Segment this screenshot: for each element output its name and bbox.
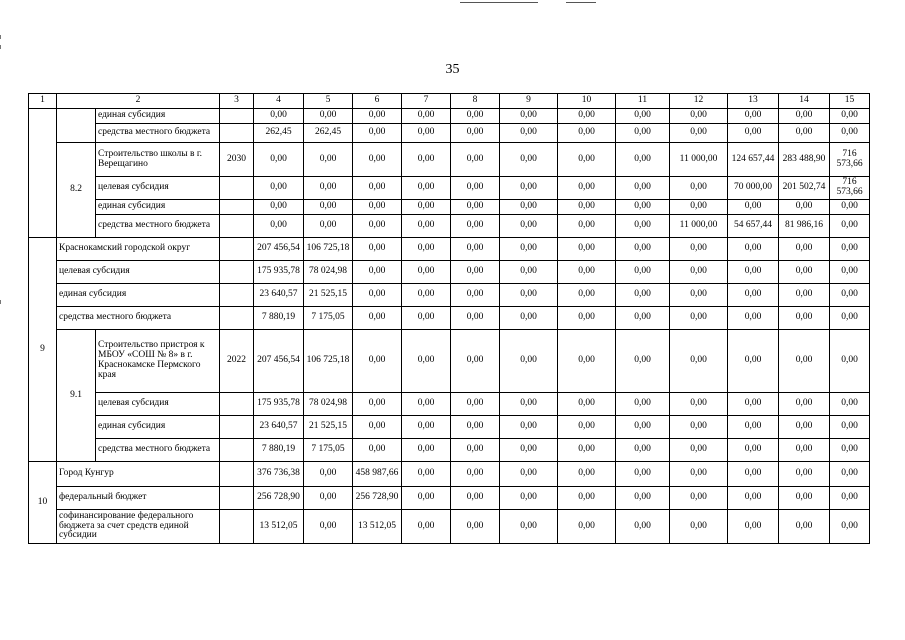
value-cell: 0,00 [558, 330, 616, 393]
value-cell: 0,00 [830, 439, 870, 462]
value-cell: 21 525,15 [304, 284, 353, 307]
value-cell: 0,00 [500, 416, 558, 439]
header-cell: 12 [670, 94, 728, 109]
value-cell: 0,00 [451, 439, 500, 462]
row-label: средства местного бюджета [96, 215, 220, 238]
value-cell: 13 512,05 [353, 510, 402, 544]
value-cell: 0,00 [254, 143, 304, 177]
table-row [29, 200, 870, 215]
value-cell: 0,00 [779, 261, 830, 284]
value-cell: 0,00 [670, 462, 728, 487]
value-cell: 0,00 [830, 261, 870, 284]
row-label: целевая субсидия [96, 177, 220, 200]
value-cell: 0,00 [830, 393, 870, 416]
value-cell: 0,00 [353, 330, 402, 393]
year-cell [220, 393, 254, 416]
value-cell: 0,00 [451, 510, 500, 544]
value-cell: 0,00 [304, 109, 353, 124]
value-cell: 0,00 [830, 330, 870, 393]
table-row [29, 307, 870, 330]
value-cell: 0,00 [402, 143, 451, 177]
value-cell: 0,00 [728, 439, 779, 462]
value-cell: 0,00 [670, 330, 728, 393]
value-cell: 0,00 [353, 284, 402, 307]
value-cell: 0,00 [616, 330, 670, 393]
value-cell: 0,00 [670, 177, 728, 200]
value-cell: 283 488,90 [779, 143, 830, 177]
value-cell: 0,00 [830, 124, 870, 143]
header-cell: 6 [353, 94, 402, 109]
value-cell: 0,00 [451, 215, 500, 238]
value-cell: 0,00 [670, 238, 728, 261]
value-cell: 0,00 [558, 215, 616, 238]
value-cell: 0,00 [402, 393, 451, 416]
header-cell: 3 [220, 94, 254, 109]
header-cell: 4 [254, 94, 304, 109]
value-cell: 0,00 [558, 238, 616, 261]
value-cell: 106 725,18 [304, 238, 353, 261]
value-cell: 0,00 [451, 109, 500, 124]
table-body [29, 109, 870, 544]
row-label: Строительство пристроя к МБОУ «СОШ № 8» в г. Краснокамске Пермского края [96, 330, 220, 393]
table-row [29, 238, 870, 261]
value-cell: 0,00 [353, 261, 402, 284]
value-cell: 0,00 [353, 393, 402, 416]
value-cell: 0,00 [451, 393, 500, 416]
value-cell: 0,00 [670, 487, 728, 510]
value-cell: 0,00 [779, 462, 830, 487]
value-cell: 0,00 [670, 416, 728, 439]
value-cell: 0,00 [353, 124, 402, 143]
header-cell: 5 [304, 94, 353, 109]
value-cell: 0,00 [353, 215, 402, 238]
value-cell: 7 175,05 [304, 439, 353, 462]
value-cell: 0,00 [500, 393, 558, 416]
value-cell: 0,00 [500, 439, 558, 462]
value-cell: 0,00 [728, 109, 779, 124]
row-label: Краснокамский городской округ [57, 238, 220, 261]
value-cell: 0,00 [558, 307, 616, 330]
header-cell: 13 [728, 94, 779, 109]
row-label: средства местного бюджета [96, 124, 220, 143]
value-cell: 0,00 [558, 510, 616, 544]
value-cell: 0,00 [451, 238, 500, 261]
table-row [29, 462, 870, 487]
margin-mark [0, 45, 1, 49]
value-cell: 262,45 [304, 124, 353, 143]
value-cell: 11 000,00 [670, 215, 728, 238]
value-cell: 0,00 [558, 416, 616, 439]
value-cell: 0,00 [830, 215, 870, 238]
value-cell: 0,00 [616, 510, 670, 544]
row-label: Строительство школы в г. Верещагино [96, 143, 220, 177]
margin-mark [0, 300, 1, 304]
value-cell: 256 728,90 [254, 487, 304, 510]
value-cell: 0,00 [616, 238, 670, 261]
value-cell: 0,00 [830, 462, 870, 487]
header-cell: 15 [830, 94, 870, 109]
value-cell: 0,00 [779, 200, 830, 215]
value-cell: 124 657,44 [728, 143, 779, 177]
value-cell: 23 640,57 [254, 416, 304, 439]
row-label: единая субсидия [96, 109, 220, 124]
value-cell: 0,00 [779, 416, 830, 439]
value-cell: 0,00 [728, 200, 779, 215]
year-cell [220, 177, 254, 200]
value-cell: 0,00 [558, 177, 616, 200]
value-cell: 0,00 [558, 200, 616, 215]
value-cell: 0,00 [728, 238, 779, 261]
value-cell: 256 728,90 [353, 487, 402, 510]
value-cell: 7 880,19 [254, 307, 304, 330]
value-cell: 0,00 [500, 238, 558, 261]
value-cell: 0,00 [402, 238, 451, 261]
value-cell: 7 175,05 [304, 307, 353, 330]
value-cell: 0,00 [830, 487, 870, 510]
value-cell: 0,00 [558, 393, 616, 416]
value-cell: 0,00 [728, 307, 779, 330]
value-cell: 0,00 [304, 215, 353, 238]
value-cell: 0,00 [616, 284, 670, 307]
year-cell [220, 462, 254, 487]
value-cell: 0,00 [304, 177, 353, 200]
value-cell: 54 657,44 [728, 215, 779, 238]
table-row [29, 439, 870, 462]
table-row [29, 393, 870, 416]
value-cell: 0,00 [402, 109, 451, 124]
value-cell: 0,00 [353, 143, 402, 177]
value-cell: 716 573,66 [830, 177, 870, 200]
value-cell: 13 512,05 [254, 510, 304, 544]
value-cell: 0,00 [779, 124, 830, 143]
value-cell: 0,00 [779, 284, 830, 307]
value-cell: 0,00 [728, 510, 779, 544]
value-cell: 0,00 [402, 439, 451, 462]
value-cell: 0,00 [728, 462, 779, 487]
value-cell: 0,00 [402, 200, 451, 215]
value-cell: 0,00 [728, 261, 779, 284]
row-label: единая субсидия [96, 416, 220, 439]
value-cell: 0,00 [451, 284, 500, 307]
top-edge-mark [460, 2, 538, 3]
value-cell: 0,00 [728, 393, 779, 416]
value-cell: 0,00 [451, 261, 500, 284]
value-cell: 0,00 [402, 215, 451, 238]
table-row [29, 284, 870, 307]
table-row [29, 143, 870, 177]
value-cell: 0,00 [254, 177, 304, 200]
value-cell: 0,00 [353, 177, 402, 200]
value-cell: 0,00 [779, 330, 830, 393]
row-number: 9 [29, 238, 57, 462]
value-cell: 0,00 [779, 487, 830, 510]
value-cell: 0,00 [670, 109, 728, 124]
row-label: средства местного бюджета [57, 307, 220, 330]
year-cell [220, 284, 254, 307]
value-cell: 0,00 [670, 393, 728, 416]
value-cell: 0,00 [670, 510, 728, 544]
value-cell: 0,00 [830, 416, 870, 439]
value-cell: 0,00 [254, 200, 304, 215]
year-cell [220, 261, 254, 284]
value-cell: 0,00 [670, 124, 728, 143]
value-cell: 0,00 [500, 307, 558, 330]
value-cell: 0,00 [830, 307, 870, 330]
value-cell: 0,00 [451, 462, 500, 487]
page-number: 35 [445, 62, 460, 77]
top-edge-mark [566, 2, 596, 3]
value-cell: 0,00 [779, 307, 830, 330]
value-cell: 0,00 [670, 284, 728, 307]
value-cell: 0,00 [616, 487, 670, 510]
value-cell: 0,00 [670, 307, 728, 330]
value-cell: 78 024,98 [304, 261, 353, 284]
value-cell: 0,00 [500, 330, 558, 393]
table-row [29, 177, 870, 200]
value-cell: 0,00 [254, 215, 304, 238]
value-cell: 0,00 [779, 510, 830, 544]
value-cell: 0,00 [558, 124, 616, 143]
value-cell: 0,00 [779, 238, 830, 261]
value-cell: 0,00 [558, 109, 616, 124]
value-cell: 0,00 [451, 487, 500, 510]
row-label: целевая субсидия [57, 261, 220, 284]
row-label: Город Кунгур [57, 462, 220, 487]
value-cell: 0,00 [558, 462, 616, 487]
value-cell: 0,00 [558, 143, 616, 177]
value-cell: 207 456,54 [254, 330, 304, 393]
value-cell: 0,00 [304, 462, 353, 487]
value-cell: 0,00 [304, 143, 353, 177]
value-cell: 0,00 [616, 215, 670, 238]
value-cell: 0,00 [616, 439, 670, 462]
value-cell: 0,00 [616, 393, 670, 416]
value-cell: 0,00 [500, 143, 558, 177]
value-cell: 0,00 [500, 177, 558, 200]
table-row [29, 510, 870, 544]
header-cell: 1 [29, 94, 57, 109]
value-cell: 0,00 [728, 284, 779, 307]
value-cell: 0,00 [451, 124, 500, 143]
header-cell: 10 [558, 94, 616, 109]
value-cell: 0,00 [670, 261, 728, 284]
value-cell: 0,00 [500, 487, 558, 510]
value-cell: 0,00 [353, 416, 402, 439]
header-cell: 9 [500, 94, 558, 109]
value-cell: 0,00 [616, 177, 670, 200]
header-cell: 7 [402, 94, 451, 109]
value-cell: 0,00 [402, 462, 451, 487]
value-cell: 0,00 [830, 200, 870, 215]
value-cell: 7 880,19 [254, 439, 304, 462]
value-cell: 0,00 [670, 200, 728, 215]
row-label: средства местного бюджета [96, 439, 220, 462]
header-cell: 11 [616, 94, 670, 109]
value-cell: 0,00 [616, 200, 670, 215]
value-cell: 0,00 [728, 487, 779, 510]
value-cell: 0,00 [402, 330, 451, 393]
value-cell: 21 525,15 [304, 416, 353, 439]
value-cell: 0,00 [558, 261, 616, 284]
row-label: софинансирование федерального бюджета за счет средств единой субсидии [57, 510, 220, 544]
value-cell: 0,00 [451, 416, 500, 439]
value-cell: 0,00 [830, 109, 870, 124]
year-cell [220, 109, 254, 124]
year-cell [220, 124, 254, 143]
value-cell: 0,00 [402, 284, 451, 307]
value-cell: 0,00 [304, 510, 353, 544]
value-cell: 81 986,16 [779, 215, 830, 238]
value-cell: 0,00 [616, 124, 670, 143]
row-label: федеральный бюджет [57, 487, 220, 510]
value-cell: 376 736,38 [254, 462, 304, 487]
value-cell: 0,00 [451, 200, 500, 215]
year-cell [220, 238, 254, 261]
value-cell: 0,00 [304, 487, 353, 510]
value-cell: 70 000,00 [728, 177, 779, 200]
value-cell: 0,00 [353, 109, 402, 124]
value-cell: 0,00 [500, 510, 558, 544]
table-row [29, 330, 870, 393]
year-cell [220, 215, 254, 238]
sub-number: 8.2 [57, 143, 96, 238]
value-cell: 0,00 [402, 177, 451, 200]
row-label: единая субсидия [57, 284, 220, 307]
value-cell: 175 935,78 [254, 261, 304, 284]
value-cell: 0,00 [451, 177, 500, 200]
value-cell: 0,00 [670, 439, 728, 462]
value-cell: 0,00 [728, 330, 779, 393]
value-cell: 458 987,66 [353, 462, 402, 487]
value-cell: 106 725,18 [304, 330, 353, 393]
table-row [29, 416, 870, 439]
value-cell: 201 502,74 [779, 177, 830, 200]
value-cell: 0,00 [558, 487, 616, 510]
value-cell: 0,00 [830, 510, 870, 544]
value-cell: 0,00 [500, 124, 558, 143]
value-cell: 175 935,78 [254, 393, 304, 416]
value-cell: 0,00 [353, 200, 402, 215]
empty-cell [57, 109, 96, 143]
value-cell: 0,00 [353, 307, 402, 330]
value-cell: 0,00 [616, 143, 670, 177]
row-label: целевая субсидия [96, 393, 220, 416]
value-cell: 0,00 [402, 124, 451, 143]
year-cell [220, 307, 254, 330]
value-cell: 23 640,57 [254, 284, 304, 307]
year-cell [220, 510, 254, 544]
year-cell [220, 416, 254, 439]
table-row [29, 261, 870, 284]
value-cell: 0,00 [451, 307, 500, 330]
year-cell: 2030 [220, 143, 254, 177]
header-cell: 8 [451, 94, 500, 109]
value-cell: 0,00 [500, 200, 558, 215]
value-cell: 0,00 [402, 261, 451, 284]
row-number [29, 109, 57, 238]
value-cell: 0,00 [402, 510, 451, 544]
table-row [29, 215, 870, 238]
value-cell: 0,00 [830, 238, 870, 261]
header-cell: 14 [779, 94, 830, 109]
year-cell [220, 200, 254, 215]
table-row [29, 124, 870, 143]
value-cell: 0,00 [500, 261, 558, 284]
value-cell: 0,00 [728, 124, 779, 143]
value-cell: 0,00 [500, 284, 558, 307]
table-row [29, 487, 870, 510]
value-cell: 0,00 [500, 109, 558, 124]
budget-table [28, 93, 870, 544]
value-cell: 0,00 [558, 284, 616, 307]
value-cell: 0,00 [451, 143, 500, 177]
value-cell: 0,00 [402, 307, 451, 330]
value-cell: 0,00 [616, 307, 670, 330]
value-cell: 0,00 [616, 109, 670, 124]
value-cell: 78 024,98 [304, 393, 353, 416]
year-cell: 2022 [220, 330, 254, 393]
value-cell: 0,00 [254, 109, 304, 124]
value-cell: 0,00 [500, 462, 558, 487]
value-cell: 0,00 [830, 284, 870, 307]
value-cell: 262,45 [254, 124, 304, 143]
value-cell: 11 000,00 [670, 143, 728, 177]
value-cell: 716 573,66 [830, 143, 870, 177]
year-cell [220, 487, 254, 510]
value-cell: 0,00 [779, 439, 830, 462]
margin-mark [0, 35, 1, 39]
table-row [29, 109, 870, 124]
header-cell: 2 [57, 94, 220, 109]
year-cell [220, 439, 254, 462]
value-cell: 0,00 [616, 416, 670, 439]
value-cell: 0,00 [451, 330, 500, 393]
value-cell: 0,00 [353, 439, 402, 462]
value-cell: 0,00 [402, 487, 451, 510]
header-row [29, 94, 870, 109]
value-cell: 0,00 [558, 439, 616, 462]
value-cell: 0,00 [402, 416, 451, 439]
value-cell: 0,00 [779, 109, 830, 124]
value-cell: 0,00 [353, 238, 402, 261]
value-cell: 0,00 [500, 215, 558, 238]
value-cell: 0,00 [728, 416, 779, 439]
row-number: 10 [29, 462, 57, 544]
row-label: единая субсидия [96, 200, 220, 215]
value-cell: 0,00 [304, 200, 353, 215]
value-cell: 0,00 [616, 261, 670, 284]
value-cell: 207 456,54 [254, 238, 304, 261]
value-cell: 0,00 [779, 393, 830, 416]
value-cell: 0,00 [616, 462, 670, 487]
sub-number: 9.1 [57, 330, 96, 462]
